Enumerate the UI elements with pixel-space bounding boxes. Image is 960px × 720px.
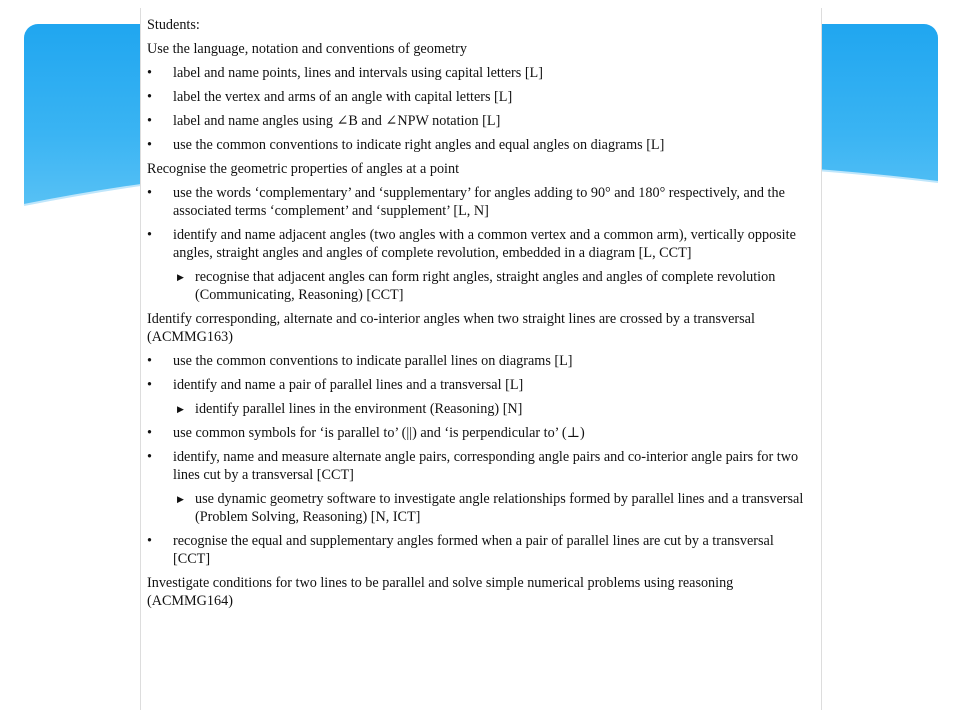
bullet-item	[147, 64, 811, 82]
bullet-item	[147, 532, 811, 568]
bullet-icon: •	[147, 533, 152, 549]
bullet-icon: •	[147, 65, 152, 81]
bullet-item	[147, 226, 811, 262]
bullet-text: label and name points, lines and intervals using capital letters [L]	[173, 65, 543, 81]
triangle-bullet-icon: ▶	[177, 404, 184, 414]
bullet-text: use common symbols for ‘is parallel to’ (||) and ‘is perpendicular to’ (⊥)	[173, 425, 585, 441]
bullet-icon: •	[147, 377, 152, 393]
sub-bullet-text: identify parallel lines in the environment (Reasoning) [N]	[195, 401, 523, 417]
bullet-item	[147, 424, 811, 442]
sub-bullet-item	[147, 400, 811, 418]
bullet-item	[147, 352, 811, 370]
bullet-text: label the vertex and arms of an angle with capital letters [L]	[173, 89, 513, 105]
bullet-item	[147, 376, 811, 394]
bullet-icon: •	[147, 89, 152, 105]
bullet-text: use the common conventions to indicate right angles and equal angles on diagrams [L]	[173, 137, 665, 153]
sub-bullet-item	[147, 268, 811, 304]
bullet-text: label and name angles using ∠B and ∠NPW notation [L]	[173, 113, 501, 129]
bullet-item	[147, 88, 811, 106]
bullet-item	[147, 136, 811, 154]
bullet-icon: •	[147, 425, 152, 441]
bullet-icon: •	[147, 353, 152, 369]
document-page	[140, 8, 822, 710]
bullet-text: identify, name and measure alternate angle pairs, corresponding angle pairs and co-interior angle pairs for two lines cut by a transversal [CCT]	[173, 449, 799, 483]
bullet-text: use the common conventions to indicate parallel lines on diagrams [L]	[173, 353, 573, 369]
triangle-bullet-icon: ▶	[177, 272, 184, 282]
section-heading: Investigate conditions for two lines to be parallel and solve simple numerical problems using reasoning (ACMMG164)	[147, 575, 734, 609]
sub-bullet-text: recognise that adjacent angles can form right angles, straight angles and angles of complete revolution (Communicating, Reasoning) [CCT]	[195, 269, 776, 303]
bullet-item	[147, 112, 811, 130]
bullet-text: identify and name adjacent angles (two angles with a common vertex and a common arm), vertically opposite angles, straight angles and angles of complete revolution, embedded in a diagram [L, CCT]	[173, 227, 796, 261]
section-heading: Use the language, notation and conventions of geometry	[147, 41, 467, 57]
bullet-text: recognise the equal and supplementary angles formed when a pair of parallel lines are cut by a transversal [CCT]	[173, 533, 774, 567]
sub-bullet-text: use dynamic geometry software to investigate angle relationships formed by parallel lines and a transversal (Problem Solving, Reasoning) [N, ICT]	[195, 491, 804, 525]
bullet-icon: •	[147, 227, 152, 243]
content-sections	[147, 40, 811, 610]
bullet-item	[147, 448, 811, 484]
bullet-icon: •	[147, 137, 152, 153]
bullet-icon: •	[147, 113, 152, 129]
sub-bullet-item	[147, 490, 811, 526]
bullet-text: use the words ‘complementary’ and ‘supplementary’ for angles adding to 90° and 180° respectively, and the associated terms ‘complement’ and ‘supplement’ [L, N]	[173, 185, 785, 219]
bullet-item	[147, 184, 811, 220]
triangle-bullet-icon: ▶	[177, 494, 184, 504]
section-heading: Identify corresponding, alternate and co-interior angles when two straight lines are crossed by a transversal (ACMMG163)	[147, 311, 755, 345]
students-label: Students:	[147, 17, 200, 33]
bullet-text: identify and name a pair of parallel lines and a transversal [L]	[173, 377, 524, 393]
bullet-icon: •	[147, 449, 152, 465]
section-heading: Recognise the geometric properties of angles at a point	[147, 161, 460, 177]
bullet-icon: •	[147, 185, 152, 201]
